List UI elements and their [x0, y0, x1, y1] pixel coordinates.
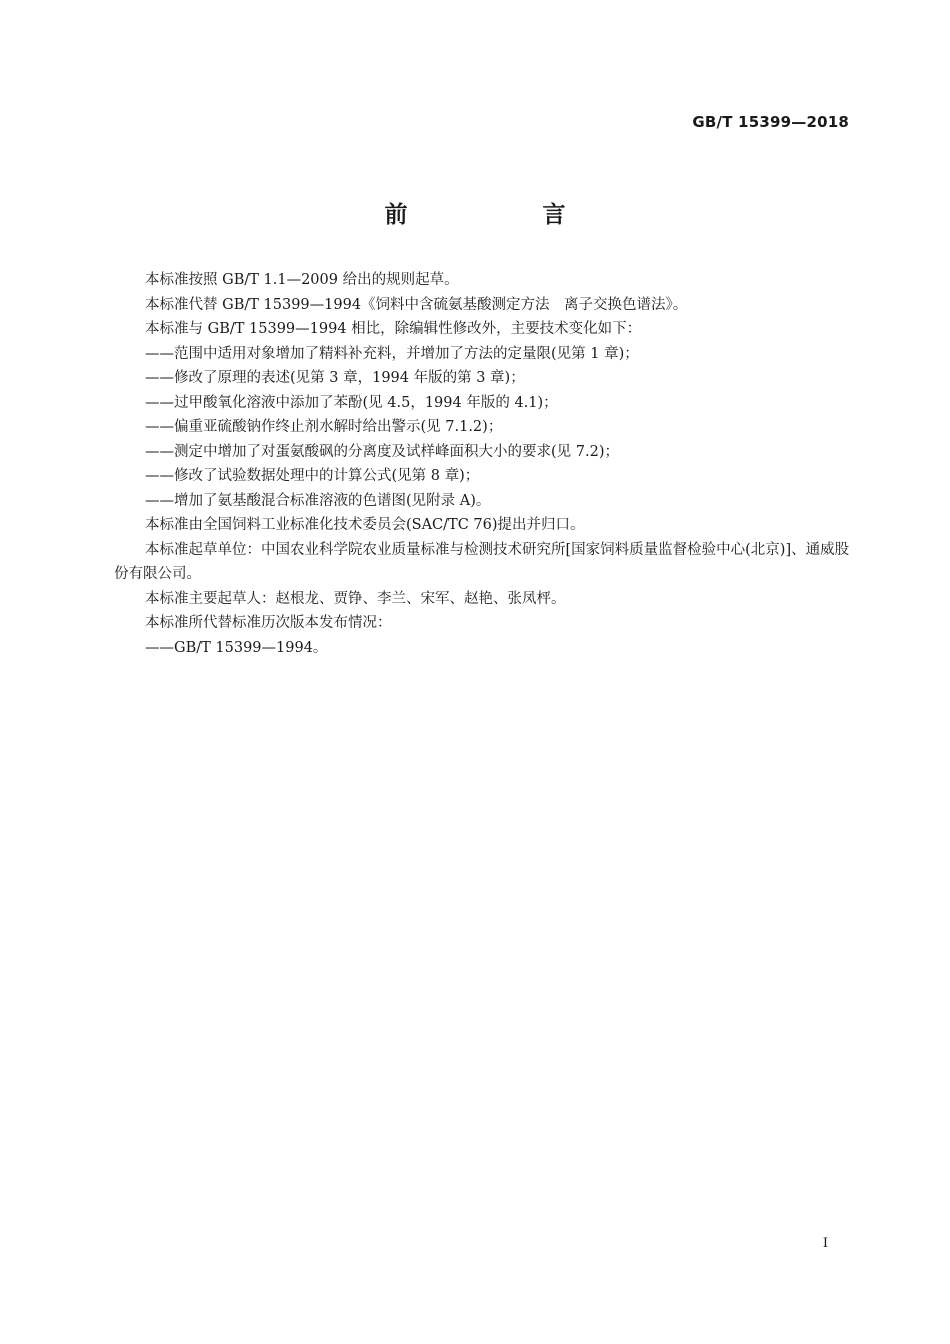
change-item: ——测定中增加了对蛋氨酸砜的分离度及试样峰面积大小的要求(见 7.2)； [145, 443, 619, 460]
paragraph-changes-intro: 本标准与 GB/T 15399—1994 相比，除编辑性修改外，主要技术变化如下： [145, 321, 642, 337]
change-item: ——修改了原理的表述(见第 3 章，1994 年版的第 3 章)； [145, 370, 525, 386]
paragraph-version-history: 本标准所代替标准历次版本发布情况： [145, 615, 392, 631]
paragraph-proposed-by: 本标准由全国饲料工业标准化技术委员会(SAC/TC 76)提出并归口。 [145, 517, 585, 533]
version-item: ——GB/T 15399—1994。 [145, 639, 328, 656]
page-title: 前 言 [384, 202, 622, 228]
paragraph-drafting-units: 本标准起草单位：中国农业科学院农业质量标准与检测技术研究所[国家饲料质量监督检验中心(北京)]、通威股份有限公司。 [114, 541, 850, 582]
paragraph-replaces: 本标准代替 GB/T 15399—1994《饲料中含硫氨基酸测定方法 离子交换色谱法》。 [145, 296, 688, 313]
paragraph-drafters: 本标准主要起草人：赵根龙、贾铮、李兰、宋军、赵艳、张凤枰。 [145, 590, 566, 607]
page-number: I [822, 1236, 828, 1251]
standard-code: GB/T 15399—2018 [692, 113, 849, 131]
change-item: ——偏重亚硫酸钠作终止剂水解时给出警示(见 7.1.2)； [145, 419, 503, 435]
change-item: ——范围中适用对象增加了精料补充料，并增加了方法的定量限(见第 1 章)； [145, 345, 639, 362]
paragraph-drafting-rules: 本标准按照 GB/T 1.1—2009 给出的规则起草。 [145, 272, 459, 288]
change-item: ——增加了氨基酸混合标准溶液的色谱图(见附录 A)。 [145, 492, 491, 509]
change-item: ——过甲酸氧化溶液中添加了苯酚(见 4.5，1994 年版的 4.1)； [145, 394, 558, 411]
foreword-body [114, 268, 850, 660]
change-item: ——修改了试验数据处理中的计算公式(见第 8 章)； [145, 468, 480, 484]
